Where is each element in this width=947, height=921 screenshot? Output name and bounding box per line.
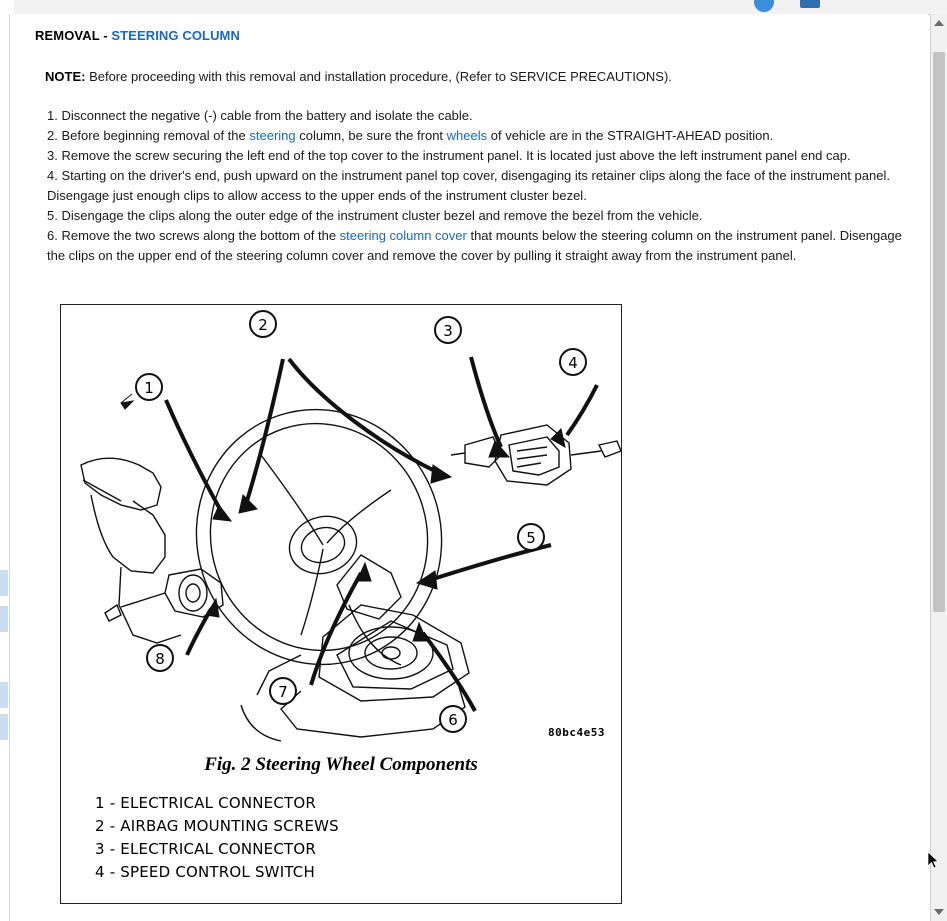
step-text: Disengage the clips along the outer edge of the instrument cluster bezel and remove the bezel from the vehicle. [61,208,703,223]
note-paragraph [45,69,908,84]
figure-legend-item: 1 - ELECTRICAL CONNECTOR [95,794,317,812]
figure-legend-item: 2 - AIRBAG MOUNTING SCREWS [95,817,339,835]
svg-text:3: 3 [443,322,453,340]
procedure-step [35,106,908,126]
left-rail-chip [0,606,8,632]
page-title [35,28,908,43]
left-rail-chip [0,570,8,596]
step-link[interactable]: wheels [446,128,488,143]
document-content [10,14,928,921]
scroll-up-icon[interactable] [934,20,944,26]
figure-steering-wheel-components [60,304,622,904]
note-label: NOTE: [45,69,86,84]
page-title-prefix: REMOVAL - [35,28,112,43]
procedure-step [35,206,908,226]
figure-legend [95,792,339,884]
step-text: of vehicle are in the STRAIGHT-AHEAD position. [487,128,774,143]
top-strip-left-edge [0,0,14,14]
procedure-step [35,166,908,206]
figure-caption: Fig. 2 Steering Wheel Components [204,754,478,775]
step-link[interactable]: steering column cover [339,228,467,243]
step-number: 6. [47,228,62,243]
scroll-down-icon[interactable] [934,909,944,915]
step-text: Before beginning removal of the [61,128,250,143]
step-text: column, be sure the front [295,128,447,143]
procedure-steps [35,106,908,266]
step-text: Remove the two screws along the bottom of the [61,228,340,243]
step-text: Disconnect the negative (-) cable from the battery and isolate the cable. [61,108,473,123]
svg-text:6: 6 [448,711,458,729]
step-link[interactable]: steering [249,128,296,143]
step-number: 2. [47,128,62,143]
left-rail-chip [0,682,8,708]
figure-legend-item: 3 - ELECTRICAL CONNECTOR [95,840,317,858]
note-text: Before proceeding with this removal and installation procedure, (Refer to SERVICE PRECAUTIONS). [85,69,672,84]
svg-text:7: 7 [278,683,288,701]
svg-text:8: 8 [155,650,165,668]
figure-code: 80bc4e53 [548,726,605,739]
monitor-blue-icon[interactable] [800,0,820,8]
procedure-step [35,226,908,266]
page-title-highlight: STEERING COLUMN [111,28,240,43]
scrollbar-thumb[interactable] [933,52,945,612]
step-number: 1. [47,108,62,123]
circle-blue-icon[interactable] [754,0,774,12]
svg-text:1: 1 [144,379,154,397]
vertical-scrollbar[interactable] [930,14,947,921]
step-number: 5. [47,208,62,223]
step-number: 4. [47,168,62,183]
svg-text:5: 5 [526,529,536,547]
step-text: Remove the screw securing the left end of the top cover to the instrument panel. It is located just above the left instrument panel end cap. [61,148,851,163]
document-body [10,14,928,904]
step-text: Starting on the driver's end, push upward on the instrument panel top cover, disengaging its retainer clips along the face of the instrument panel. Disengage just enough clips to allow access to the upper ends of the instrument cluster bezel. [47,168,890,203]
svg-text:4: 4 [568,354,578,372]
procedure-step [35,146,908,166]
left-rail [0,14,10,921]
figure-illustration [61,305,621,745]
procedure-step [35,126,908,146]
step-number: 3. [47,148,62,163]
left-rail-chip [0,714,8,740]
step-text: that mounts below the steering column on the instrument panel. Disengage the clips on the upper end of the steering column cover and remove the cover by pulling it straight away from the instrument panel. [47,228,902,263]
figure-legend-item: 4 - SPEED CONTROL SWITCH [95,863,315,881]
svg-text:2: 2 [258,316,268,334]
window-top-strip [0,0,947,15]
